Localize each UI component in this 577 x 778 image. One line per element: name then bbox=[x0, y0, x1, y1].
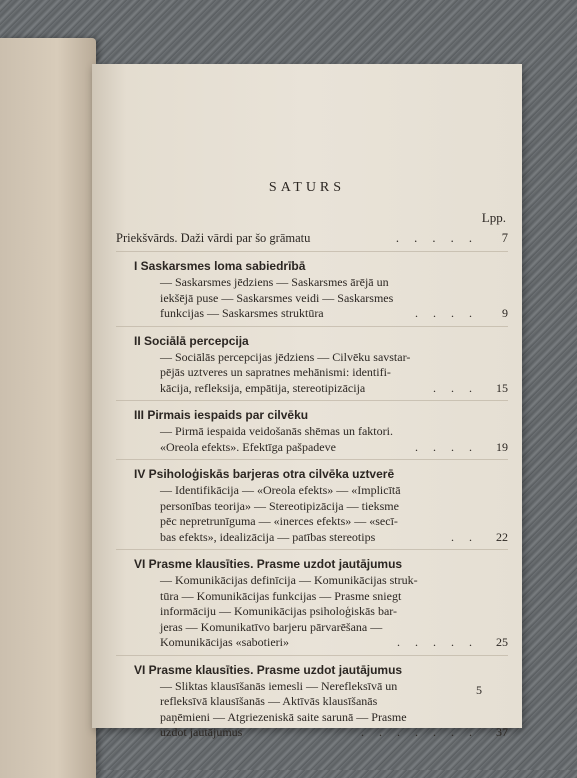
leader-dots: . . . . . . . bbox=[361, 725, 478, 739]
toc-chapter bbox=[116, 400, 508, 455]
description-line: personības teorija» — Stereotipizācija — tieksme bbox=[160, 498, 399, 513]
description-last-line bbox=[160, 440, 508, 456]
toc-page-number: 37 bbox=[496, 725, 508, 739]
toc-page-number: 25 bbox=[496, 635, 508, 649]
toc-intro bbox=[116, 230, 508, 247]
description-line: jeras — Komunikatīvo barjeru pārvarēšana — bbox=[160, 619, 383, 634]
description-line: Komunikācijas «sabotieri» bbox=[160, 635, 289, 649]
description-line: iekšējā puse — Saskarsmes veidi — Saskarsmes bbox=[160, 290, 394, 305]
chapter-description bbox=[116, 350, 508, 397]
description-last-line bbox=[160, 530, 508, 546]
toc-page-number: 9 bbox=[502, 306, 508, 320]
divider bbox=[116, 549, 508, 550]
leader-dots: . . . . bbox=[415, 439, 478, 454]
page-title: SATURS bbox=[268, 180, 346, 195]
toc-intro-text: Priekšvārds. Daži vārdi par šo grāmatu bbox=[116, 231, 311, 245]
book-page bbox=[92, 64, 522, 739]
description-line: tūra — Komunikācijas funkcijas — Prasme sniegt bbox=[160, 588, 402, 603]
chapter-description bbox=[116, 483, 508, 545]
toc-chapter bbox=[116, 655, 508, 741]
description-line: — Sociālās percepcijas jēdziens — Cilvēku savstar- bbox=[160, 349, 411, 364]
divider bbox=[116, 655, 508, 656]
description-line: «Oreola efekts». Efektīga pašpadeve bbox=[160, 439, 336, 454]
chapter-heading: I Saskarsmes loma sabiedrībā bbox=[134, 259, 306, 273]
toc-chapter bbox=[116, 459, 508, 545]
description-line: funkcijas — Saskarsmes struktūra bbox=[160, 306, 324, 320]
chapter-heading: IV Psiholoģiskās barjeras otra cilvēka uztverē bbox=[134, 467, 395, 481]
leader-dots: . . bbox=[451, 529, 478, 544]
leader-dots: . . . . . bbox=[397, 635, 478, 649]
page-number: 5 bbox=[476, 683, 482, 697]
table-of-contents bbox=[116, 230, 508, 741]
toc-page-number: 22 bbox=[496, 529, 508, 544]
divider bbox=[116, 400, 508, 401]
description-line: kācija, refleksija, empātija, stereotipizācija bbox=[160, 380, 366, 395]
toc-page-number: 7 bbox=[501, 231, 508, 245]
leader-dots: . . . bbox=[433, 380, 478, 395]
chapter-heading: VI Prasme klausīties. Prasme uzdot jautājumus bbox=[134, 557, 403, 571]
toc-chapter bbox=[116, 549, 508, 651]
description-line: — Pirmā iespaida veidošanās shēmas un faktori. bbox=[160, 424, 393, 438]
leader-dots: . . . . bbox=[415, 306, 478, 320]
chapter-description bbox=[116, 424, 508, 455]
toc-page-number: 15 bbox=[496, 380, 508, 395]
description-line: — Saskarsmes jēdziens — Saskarsmes ārējā un bbox=[160, 275, 389, 289]
toc-chapter bbox=[116, 326, 508, 397]
divider bbox=[116, 326, 508, 327]
chapter-heading: VI Prasme klausīties. Prasme uzdot jautājumus bbox=[134, 662, 403, 677]
description-line: uzdot jautājumus bbox=[160, 725, 243, 739]
toc-chapter bbox=[116, 251, 508, 322]
description-line: pēc nepretrunīguma — «inerces efekts» — «secī- bbox=[160, 514, 398, 528]
chapter-heading: III Pirmais iespaids par cilvēku bbox=[134, 408, 309, 422]
description-line: — Komunikācijas definīcija — Komunikācijas struk- bbox=[160, 573, 418, 587]
description-last-line bbox=[160, 635, 508, 651]
description-line: bas efekts», idealizācija — patības stereotips bbox=[160, 529, 376, 544]
leader-dots: . . . . . bbox=[395, 231, 478, 245]
chapter-description bbox=[116, 573, 508, 651]
description-last-line bbox=[160, 725, 508, 741]
left-page bbox=[0, 38, 96, 778]
chapter-description bbox=[116, 679, 508, 741]
description-last-line bbox=[160, 306, 508, 322]
description-last-line bbox=[160, 381, 508, 397]
description-line: informāciju — Komunikācijas psiholoģiskās bar- bbox=[160, 604, 398, 618]
toc-page-number: 19 bbox=[496, 439, 508, 454]
page-column-label: Lpp. bbox=[481, 210, 506, 225]
divider bbox=[116, 251, 508, 252]
divider bbox=[116, 459, 508, 460]
description-line: refleksīvā klausīšanās — Aktīvās klausīšanās bbox=[160, 694, 378, 708]
chapter-description bbox=[116, 275, 508, 322]
chapter-heading: II Sociālā percepcija bbox=[134, 333, 249, 348]
description-line: — Identifikācija — «Oreola efekts» — «Implicītā bbox=[160, 483, 401, 497]
description-line: paņēmieni — Atgriezeniskā saite sarunā — Prasme bbox=[160, 709, 407, 724]
description-line: pējās uztveres un sapratnes mehānismi: identifi- bbox=[160, 365, 391, 379]
description-line: — Sliktas klausīšanās iemesli — Nerefleksīvā un bbox=[160, 678, 398, 693]
